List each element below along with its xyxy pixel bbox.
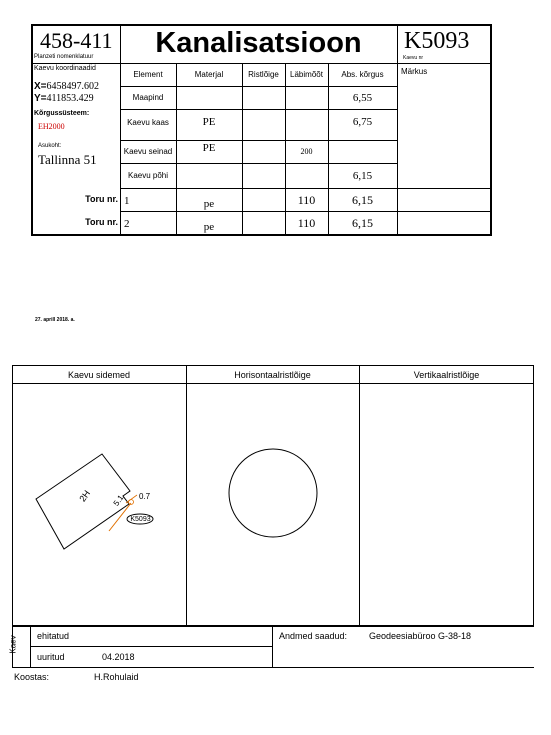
footer-source-label: Andmed saadud: bbox=[279, 631, 348, 641]
row-walls-diameter: 200 bbox=[300, 147, 313, 156]
th-crosssection: Ristlõige bbox=[248, 69, 279, 79]
footer-divider-side bbox=[30, 626, 31, 667]
coord-y-prefix: Y= bbox=[34, 93, 47, 104]
coord-y-value: 411853.429 bbox=[46, 93, 94, 104]
pipe1-material: pe bbox=[203, 197, 215, 210]
sheet-label: Planzeti nomenklatuur bbox=[34, 54, 94, 60]
pipe1-diameter: 110 bbox=[297, 193, 316, 207]
height-system-label: Kõrgussüsteem: bbox=[34, 110, 90, 117]
footer-inspected-date: 04.2018 bbox=[102, 652, 135, 662]
row-cover-element: Kaevu kaas bbox=[127, 117, 169, 127]
pipe1-number: 1 bbox=[124, 194, 130, 207]
header-divider bbox=[31, 63, 492, 64]
well-label: Kaevu nr bbox=[403, 55, 424, 61]
pipe2-number: 2 bbox=[124, 217, 130, 230]
row-walls-material: PE bbox=[202, 142, 216, 154]
footer-built-label: ehitatud bbox=[37, 631, 70, 641]
th-element: Element bbox=[133, 69, 163, 79]
dimension-line bbox=[126, 495, 137, 503]
building-label: 2H bbox=[77, 488, 93, 504]
footer-side-label: Kaev bbox=[8, 635, 18, 654]
th-notes: Märkus bbox=[401, 66, 428, 76]
row-bottom-height: 6,15 bbox=[352, 169, 373, 182]
dimension-a: 5.1 bbox=[111, 493, 126, 508]
horizontal-section bbox=[186, 384, 359, 624]
header-divider-right bbox=[397, 24, 398, 236]
location-value: Tallinna 51 bbox=[38, 152, 97, 167]
sketch-divider-2 bbox=[359, 365, 360, 626]
pipe-label-2: Toru nr. bbox=[85, 217, 118, 227]
footer-line-1 bbox=[12, 626, 534, 627]
pipe2-material: pe bbox=[203, 220, 215, 233]
connections-sketch bbox=[12, 384, 186, 624]
well-number: K5093 bbox=[404, 28, 470, 54]
th-material: Materjal bbox=[194, 69, 224, 79]
row-ground-height: 6,55 bbox=[352, 91, 373, 104]
th-abs-height: Abs. kõrgus bbox=[341, 69, 384, 79]
page-title: Kanalisatsioon bbox=[155, 27, 362, 59]
footer-line-2 bbox=[30, 646, 272, 647]
footer-inspected-label: uuritud bbox=[37, 652, 65, 662]
pipe-label-1: Toru nr. bbox=[85, 194, 118, 204]
pipe1-height: 6,15 bbox=[352, 193, 373, 207]
sheet-number: 458-411 bbox=[40, 28, 113, 53]
location-label: Asukoht: bbox=[38, 143, 62, 149]
row-walls-element: Kaevu seinad bbox=[123, 147, 173, 156]
footer-author-value: H.Rohulaid bbox=[94, 672, 139, 682]
footer-divider-mid bbox=[272, 626, 273, 667]
coord-x-value: 6458497.602 bbox=[46, 81, 100, 92]
horizontal-section-circle bbox=[229, 449, 317, 537]
coords-label: Kaevu koordinaadid bbox=[34, 65, 96, 72]
pipe2-height: 6,15 bbox=[352, 216, 373, 230]
row-ground-element: Maapind bbox=[132, 93, 164, 102]
row-cover-height: 6,75 bbox=[352, 116, 373, 128]
footer-source-value: Geodeesiabüroo G-38-18 bbox=[369, 631, 472, 641]
row-bottom-element: Kaevu põhi bbox=[127, 171, 169, 180]
well-tag: K5093 bbox=[130, 515, 151, 523]
coord-y bbox=[34, 93, 94, 104]
footer-author-label: Koostas: bbox=[14, 672, 50, 682]
th-diameter: Läbimõõt bbox=[290, 69, 323, 79]
panel-title-horizontal: Horisontaalristlõige bbox=[234, 369, 311, 380]
col-divider-2 bbox=[242, 63, 243, 236]
coord-x bbox=[34, 81, 99, 92]
dimension-b: 0.7 bbox=[139, 492, 151, 501]
pipe2-diameter: 110 bbox=[297, 216, 316, 230]
footer-line-3 bbox=[12, 667, 534, 668]
height-system-value: EH2000 bbox=[38, 122, 65, 131]
panel-title-vertical: Vertikaalristlõige bbox=[413, 369, 480, 380]
document-date: 27. aprill 2018. a. bbox=[35, 317, 75, 323]
panel-title-connections: Kaevu sidemed bbox=[67, 369, 131, 380]
row-cover-material: PE bbox=[202, 116, 216, 128]
coord-x-prefix: X= bbox=[34, 81, 47, 92]
